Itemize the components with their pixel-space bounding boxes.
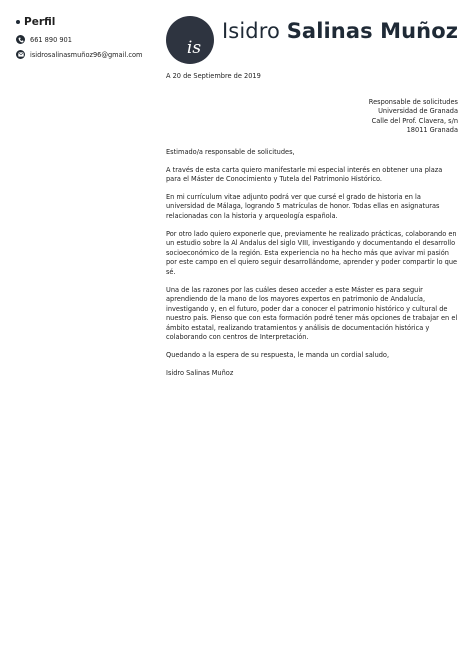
letter-closing: Quedando a la espera de su respuesta, le manda un cordial saludo,: [166, 351, 390, 360]
phone-text: 661 890 901: [30, 35, 72, 44]
letter-paragraph: Una de las razones por las cuáles deseo acceder a este Máster es para seguir aprendiendo de la mano de los mayores expertos en patrimonio de Andalucía, investigando y, en el futuro, poder dar a conocer el patrimonio histórico y cultural de nuestro país. Pienso que con esta formación podré tener más opciones de trabajar en el ámbito estatal, realizando tratamientos y análisis de documentación histórica y colaborando con centros de Interpretación.: [166, 285, 458, 342]
monogram-badge: [166, 16, 214, 64]
email-row: [16, 50, 161, 59]
recipient-line: 18011 Granada: [406, 126, 458, 135]
profile-title-text: Perfil: [24, 16, 56, 28]
recipient-line: Responsable de solicitudes: [368, 97, 458, 106]
last-name: Salinas Muñoz: [286, 19, 459, 43]
monogram-text: is: [186, 38, 202, 58]
recipient-line: Calle del Prof. Clavera, s/n: [371, 116, 458, 125]
letter-signature: Isidro Salinas Muñoz: [166, 368, 234, 377]
first-name: Isidro: [222, 19, 280, 43]
letter-paragraph: A través de esta carta quiero manifestarle mi especial interés en obtener una plaza para el Máster de Conocimiento y Tutela del Patrimonio Histórico.: [166, 165, 443, 184]
profile-section-title: [16, 16, 161, 28]
recipient-address: [166, 98, 458, 136]
phone-icon: [16, 35, 25, 44]
bullet-icon: [16, 20, 20, 24]
letter-body: [166, 72, 458, 386]
letter-header: [166, 16, 458, 64]
letter-paragraph: Por otro lado quiero exponerle que, previamente he realizado prácticas, colaborando en un estudio sobre la Al Andalus del siglo VIII, investigando y documentando el desarrollo socioeconómico de la región. Esta experiencia no ha hecho más que avivar mi pasión por este campo en el quiero seguir desarrollándome, aprender y poder compartir lo que sé.: [166, 229, 458, 276]
full-name: [222, 19, 458, 43]
sidebar: [16, 16, 161, 65]
phone-row: [16, 35, 161, 44]
recipient-line: Universidad de Granada: [378, 107, 458, 116]
letter-date: A 20 de Septiembre de 2019: [166, 72, 261, 80]
mail-icon: [16, 50, 25, 59]
email-text: isidrosalinasmuñoz96@gmail.com: [30, 50, 143, 59]
letter-greeting: Estimado/a responsable de solicitudes,: [166, 147, 295, 156]
letter-paragraph: En mi currículum vitae adjunto podrá ver que cursé el grado de historia en la universidad de Málaga, logrando 5 matrículas de honor. Todas ellas en asignaturas relacionadas con la historia y arqueología española.: [166, 192, 440, 220]
